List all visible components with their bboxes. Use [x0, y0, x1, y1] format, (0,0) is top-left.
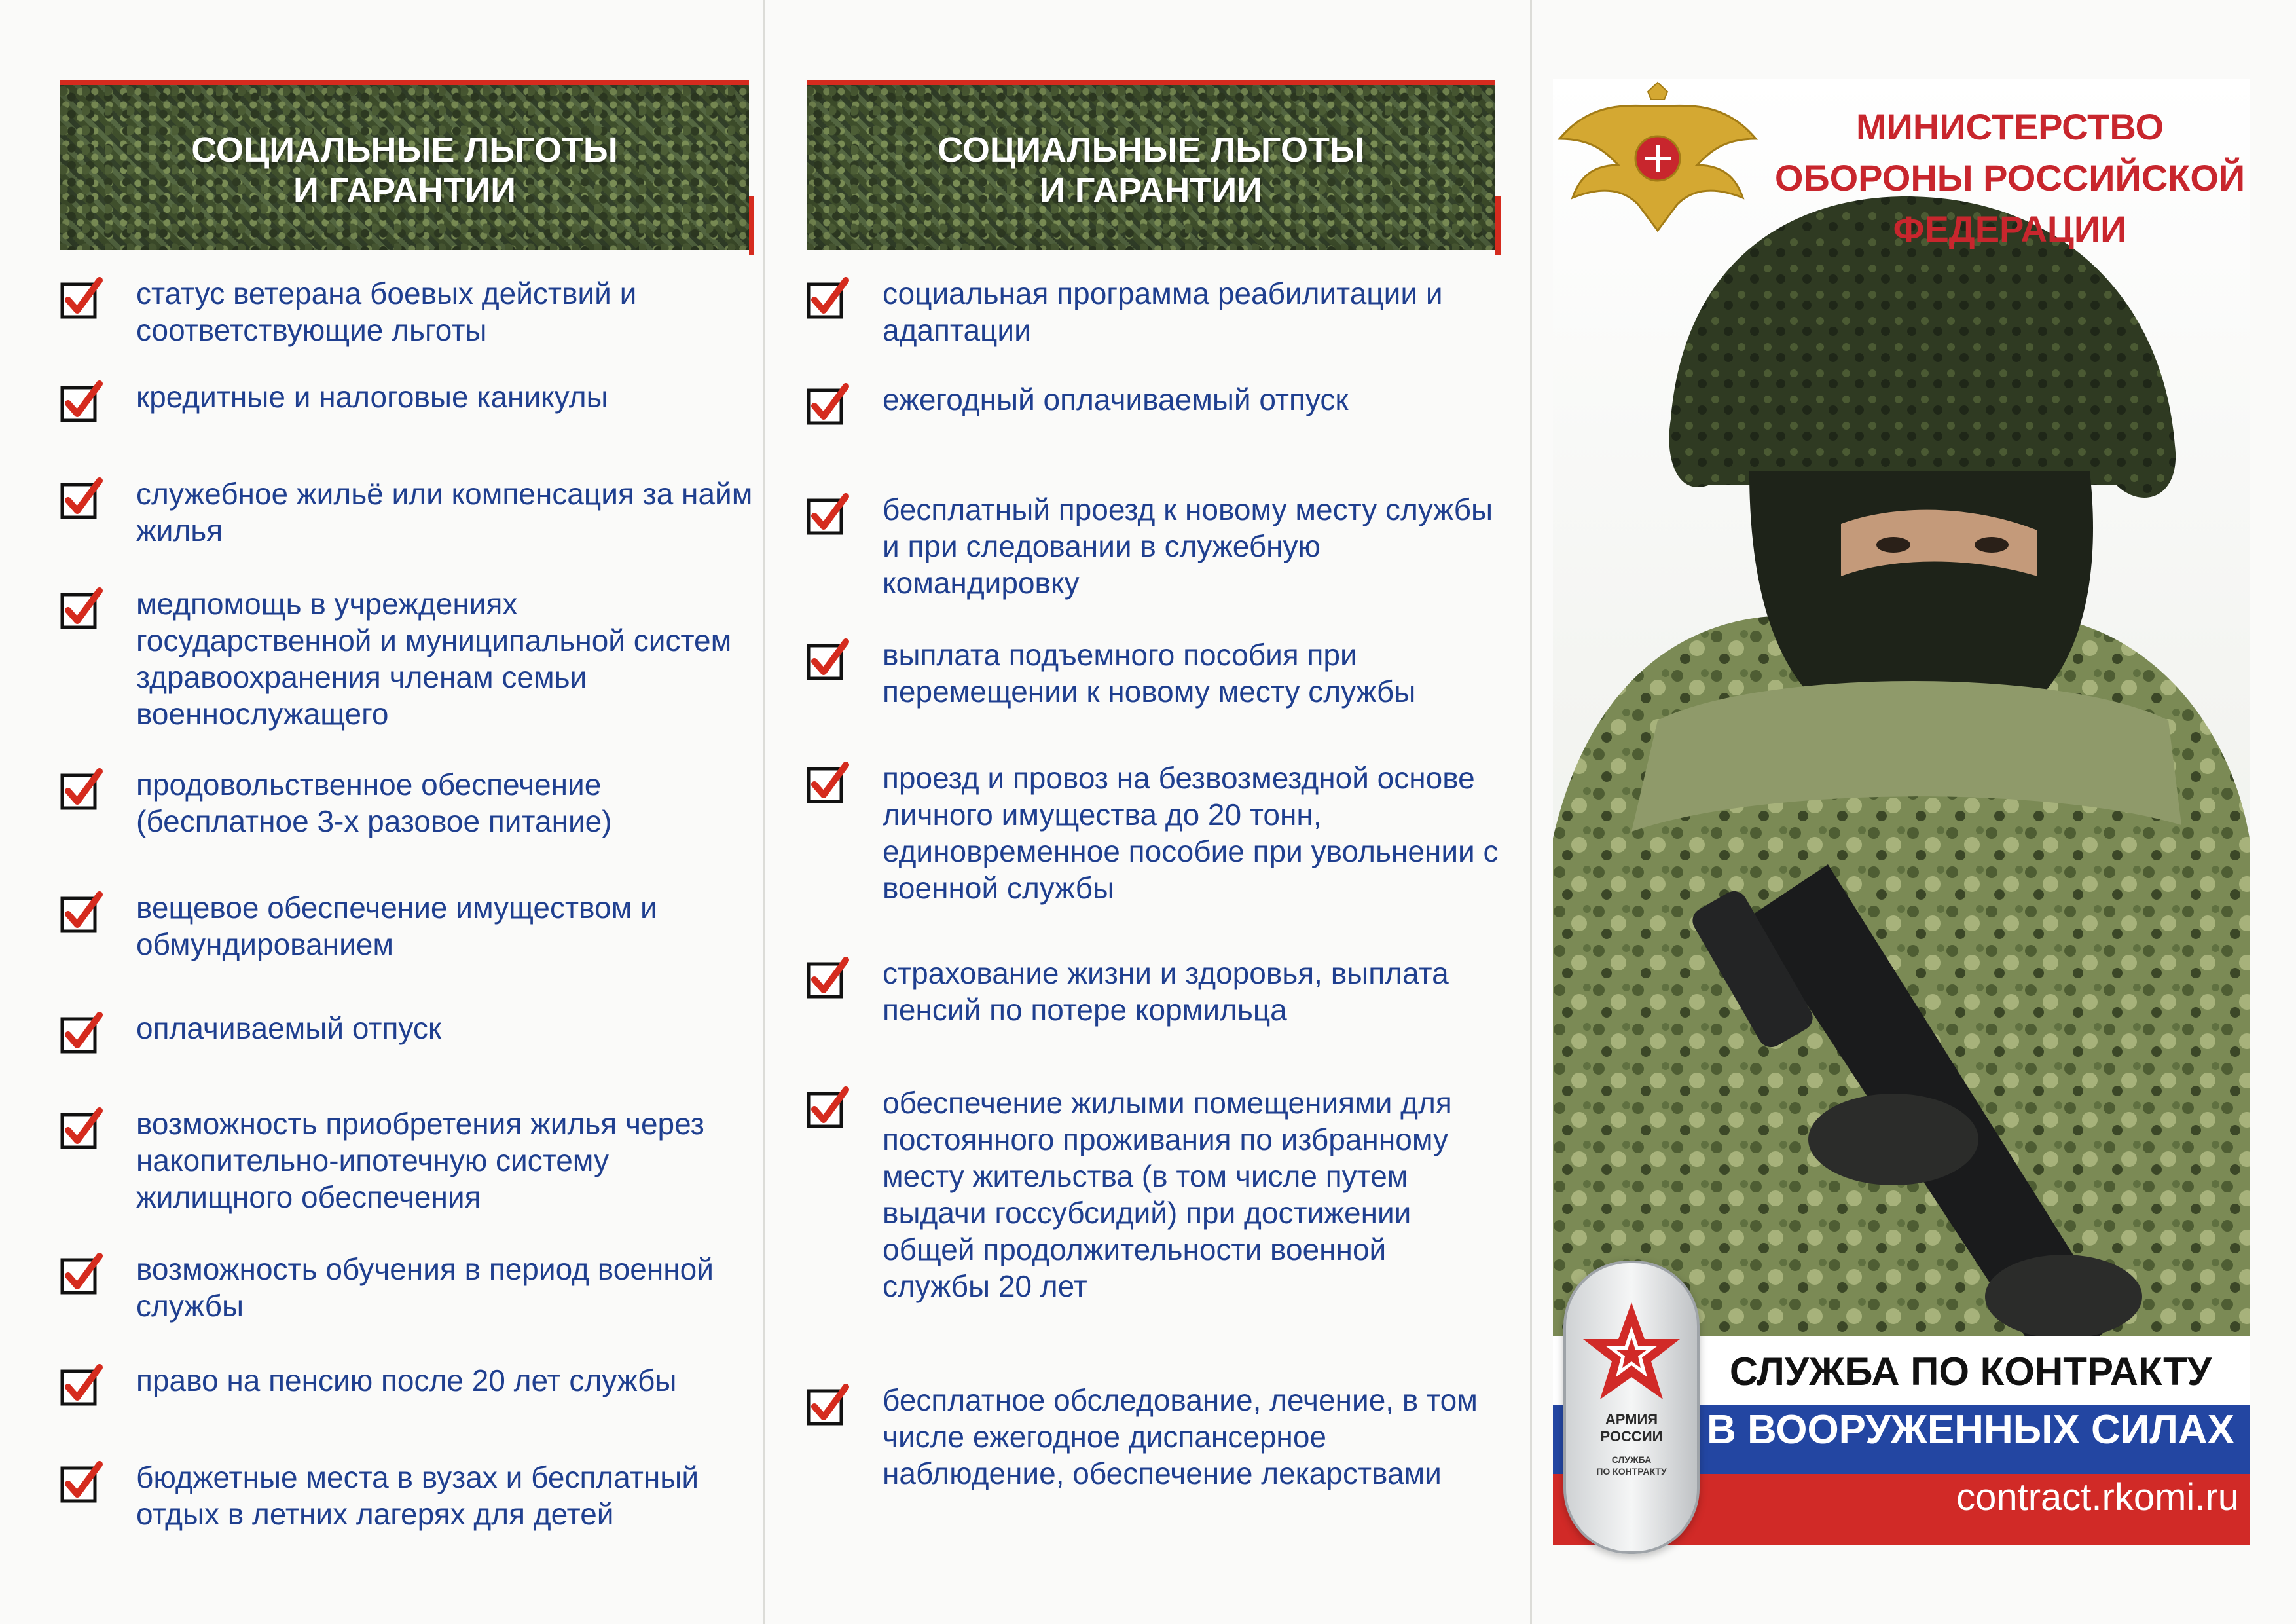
- list-item-text: вещевое обеспечение имуществом и обмундированием: [136, 891, 657, 961]
- list-item-text: возможность обучения в период военной службы: [136, 1252, 714, 1323]
- ministry-title: МИНИСТЕРСТВО ОБОРОНЫ РОССИЙСКОЙ ФЕДЕРАЦИИ: [1774, 106, 2246, 249]
- middle-title-banner: [807, 80, 1495, 250]
- list-item-text: выплата подъемного пособия при перемещении к новому месту службы: [883, 638, 1416, 709]
- headline-line2: В ВООРУЖЕННЫХ СИЛАХ: [1707, 1407, 2234, 1452]
- checkbox-check-icon: [807, 492, 850, 536]
- checkbox-check-icon: [60, 380, 103, 423]
- list-item-text: продовольственное обеспечение (бесплатное 3-х разовое питание): [136, 767, 612, 838]
- left-panel-title: СОЦИАЛЬНЫЕ ЛЬГОТЫ И ГАРАНТИИ: [191, 130, 618, 210]
- list-item-text: возможность приобретения жилья через накопительно-ипотечную систему жилищного обеспечения: [136, 1107, 704, 1214]
- checkbox-check-icon: [807, 956, 850, 999]
- checkbox-check-icon: [60, 587, 103, 630]
- list-item-text: бесплатное обследование, лечение, в том числе ежегодное диспансерное наблюдение, обеспечение лекарствами: [883, 1383, 1478, 1490]
- list-item-text: социальная программа реабилитации и адаптации: [883, 276, 1443, 347]
- list-item-text: кредитные и налоговые каникулы: [136, 380, 608, 414]
- list-item-text: бюджетные места в вузах и бесплатный отдых в летних лагерях для детей: [136, 1460, 699, 1531]
- left-title-banner: [60, 80, 749, 250]
- checkbox-check-icon: [60, 891, 103, 934]
- list-item-text: проезд и провоз на безвозмездной основе личного имущества до 20 тонн, единовременное пособие при увольнении с военной службы: [883, 761, 1499, 905]
- list-item-text: страхование жизни и здоровья, выплата пенсий по потере кормильца: [883, 956, 1449, 1027]
- list-item-text: оплачиваемый отпуск: [136, 1011, 441, 1045]
- list-item-text: служебное жильё или компенсация за найм жилья: [136, 477, 753, 547]
- checkbox-check-icon: [807, 761, 850, 804]
- checkbox-check-icon: [60, 477, 103, 520]
- double-headed-eagle-emblem-icon: [1553, 80, 1762, 237]
- checkbox-check-icon: [60, 1011, 103, 1054]
- list-item-text: право на пенсию после 20 лет службы: [136, 1363, 677, 1397]
- checkbox-check-icon: [60, 1460, 103, 1504]
- middle-panel-title: СОЦИАЛЬНЫЕ ЛЬГОТЫ И ГАРАНТИИ: [938, 130, 1364, 210]
- checkbox-check-icon: [60, 1107, 103, 1150]
- list-item-text: обеспечение жилыми помещениями для постоянного проживания по избранному месту жительства (в том числе путем выдачи госсубсидий) при достижении общей продолжительности военной службы 20 лет: [883, 1086, 1452, 1303]
- website-link[interactable]: contract.rkomi.ru: [1956, 1476, 2239, 1519]
- checkbox-check-icon: [807, 276, 850, 320]
- list-item-text: медпомощь в учреждениях государственной и муниципальной систем здравоохранения членам семьи военнослужащего: [136, 587, 732, 731]
- army-logo-subtext: СЛУЖБА ПО КОНТРАКТУ: [1596, 1454, 1667, 1477]
- list-item-text: бесплатный проезд к новому месту службы и при следовании в служебную командировку: [883, 492, 1493, 600]
- list-item-text: статус ветерана боевых действий и соответствующие льготы: [136, 276, 637, 347]
- checkbox-check-icon: [60, 1363, 103, 1407]
- army-logo-text: АРМИЯ РОССИИ: [1600, 1411, 1663, 1445]
- list-item-text: ежегодный оплачиваемый отпуск: [883, 382, 1349, 416]
- checkbox-check-icon: [60, 1252, 103, 1295]
- middle-benefits-list: [807, 275, 1501, 1552]
- checkbox-check-icon: [807, 382, 850, 426]
- checkbox-check-icon: [807, 1383, 850, 1426]
- checkbox-check-icon: [60, 767, 103, 811]
- headline-line1: СЛУЖБА ПО КОНТРАКТУ: [1729, 1350, 2212, 1393]
- checkbox-check-icon: [807, 1086, 850, 1129]
- checkbox-check-icon: [60, 276, 103, 320]
- left-benefits-list: [60, 275, 754, 1552]
- red-star-icon: [1582, 1300, 1681, 1405]
- checkbox-check-icon: [807, 638, 850, 681]
